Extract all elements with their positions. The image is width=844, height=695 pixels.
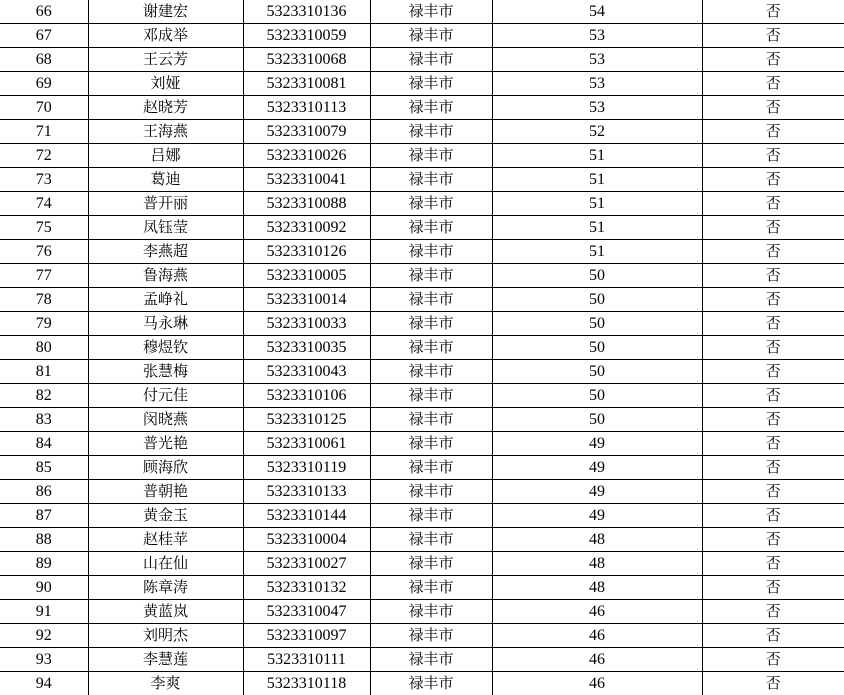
cell-score: 48: [492, 552, 702, 576]
cell-number: 91: [0, 600, 88, 624]
cell-name: 顾海欣: [88, 456, 243, 480]
cell-number: 83: [0, 408, 88, 432]
cell-score: 48: [492, 528, 702, 552]
cell-number: 88: [0, 528, 88, 552]
cell-city: 禄丰市: [370, 216, 492, 240]
table-row: [0, 48, 844, 72]
table-row: [0, 0, 844, 24]
cell-status: 否: [702, 96, 844, 120]
cell-candidate-id: 5323310033: [243, 312, 370, 336]
cell-city: 禄丰市: [370, 312, 492, 336]
cell-name: 陈章涛: [88, 576, 243, 600]
cell-status: 否: [702, 528, 844, 552]
cell-name: 赵桂苹: [88, 528, 243, 552]
cell-candidate-id: 5323310119: [243, 456, 370, 480]
cell-score: 49: [492, 480, 702, 504]
cell-number: 85: [0, 456, 88, 480]
cell-number: 71: [0, 120, 88, 144]
cell-status: 否: [702, 192, 844, 216]
cell-status: 否: [702, 312, 844, 336]
cell-status: 否: [702, 576, 844, 600]
cell-status: 否: [702, 0, 844, 24]
cell-number: 86: [0, 480, 88, 504]
cell-name: 赵晓芳: [88, 96, 243, 120]
cell-score: 51: [492, 192, 702, 216]
cell-score: 51: [492, 144, 702, 168]
table-row: [0, 216, 844, 240]
cell-score: 49: [492, 432, 702, 456]
cell-candidate-id: 5323310041: [243, 168, 370, 192]
table-row: [0, 672, 844, 695]
cell-candidate-id: 5323310132: [243, 576, 370, 600]
cell-number: 67: [0, 24, 88, 48]
table-row: [0, 600, 844, 624]
table-row: [0, 480, 844, 504]
cell-number: 73: [0, 168, 88, 192]
cell-status: 否: [702, 600, 844, 624]
cell-score: 53: [492, 24, 702, 48]
cell-city: 禄丰市: [370, 672, 492, 695]
cell-city: 禄丰市: [370, 648, 492, 672]
cell-city: 禄丰市: [370, 48, 492, 72]
cell-number: 93: [0, 648, 88, 672]
cell-candidate-id: 5323310136: [243, 0, 370, 24]
table-row: [0, 528, 844, 552]
cell-status: 否: [702, 648, 844, 672]
cell-name: 付元佳: [88, 384, 243, 408]
cell-candidate-id: 5323310068: [243, 48, 370, 72]
cell-name: 吕娜: [88, 144, 243, 168]
cell-status: 否: [702, 624, 844, 648]
cell-candidate-id: 5323310118: [243, 672, 370, 695]
cell-status: 否: [702, 480, 844, 504]
cell-status: 否: [702, 144, 844, 168]
table-row: [0, 24, 844, 48]
cell-candidate-id: 5323310079: [243, 120, 370, 144]
cell-candidate-id: 5323310005: [243, 264, 370, 288]
cell-number: 70: [0, 96, 88, 120]
table-row: [0, 240, 844, 264]
cell-city: 禄丰市: [370, 144, 492, 168]
cell-number: 82: [0, 384, 88, 408]
cell-name: 刘娅: [88, 72, 243, 96]
cell-number: 74: [0, 192, 88, 216]
cell-candidate-id: 5323310014: [243, 288, 370, 312]
cell-status: 否: [702, 360, 844, 384]
cell-candidate-id: 5323310004: [243, 528, 370, 552]
cell-score: 50: [492, 408, 702, 432]
cell-city: 禄丰市: [370, 600, 492, 624]
cell-score: 53: [492, 72, 702, 96]
cell-number: 92: [0, 624, 88, 648]
cell-name: 普开丽: [88, 192, 243, 216]
cell-status: 否: [702, 552, 844, 576]
cell-score: 53: [492, 48, 702, 72]
cell-score: 46: [492, 672, 702, 695]
cell-number: 68: [0, 48, 88, 72]
cell-city: 禄丰市: [370, 72, 492, 96]
table-row: [0, 456, 844, 480]
cell-score: 49: [492, 456, 702, 480]
cell-candidate-id: 5323310047: [243, 600, 370, 624]
cell-name: 谢建宏: [88, 0, 243, 24]
cell-city: 禄丰市: [370, 456, 492, 480]
cell-status: 否: [702, 456, 844, 480]
cell-name: 黄蓝岚: [88, 600, 243, 624]
cell-name: 李爽: [88, 672, 243, 695]
table-row: [0, 264, 844, 288]
table-row: [0, 504, 844, 528]
cell-city: 禄丰市: [370, 288, 492, 312]
cell-city: 禄丰市: [370, 336, 492, 360]
cell-status: 否: [702, 432, 844, 456]
cell-number: 94: [0, 672, 88, 695]
cell-name: 凤钰莹: [88, 216, 243, 240]
cell-name: 葛迪: [88, 168, 243, 192]
cell-number: 84: [0, 432, 88, 456]
cell-candidate-id: 5323310097: [243, 624, 370, 648]
cell-candidate-id: 5323310035: [243, 336, 370, 360]
cell-city: 禄丰市: [370, 504, 492, 528]
cell-score: 50: [492, 360, 702, 384]
table-row: [0, 336, 844, 360]
cell-status: 否: [702, 384, 844, 408]
cell-candidate-id: 5323310059: [243, 24, 370, 48]
cell-score: 53: [492, 96, 702, 120]
cell-status: 否: [702, 120, 844, 144]
cell-city: 禄丰市: [370, 432, 492, 456]
cell-score: 50: [492, 288, 702, 312]
cell-number: 69: [0, 72, 88, 96]
cell-city: 禄丰市: [370, 528, 492, 552]
cell-name: 李燕超: [88, 240, 243, 264]
table-row: [0, 288, 844, 312]
cell-candidate-id: 5323310026: [243, 144, 370, 168]
cell-score: 50: [492, 384, 702, 408]
table-row: [0, 408, 844, 432]
cell-city: 禄丰市: [370, 480, 492, 504]
cell-candidate-id: 5323310113: [243, 96, 370, 120]
table-row: [0, 144, 844, 168]
cell-score: 50: [492, 312, 702, 336]
cell-name: 孟峥礼: [88, 288, 243, 312]
cell-name: 李慧莲: [88, 648, 243, 672]
cell-status: 否: [702, 288, 844, 312]
cell-name: 山在仙: [88, 552, 243, 576]
cell-city: 禄丰市: [370, 384, 492, 408]
cell-number: 81: [0, 360, 88, 384]
cell-candidate-id: 5323310133: [243, 480, 370, 504]
cell-candidate-id: 5323310126: [243, 240, 370, 264]
cell-candidate-id: 5323310125: [243, 408, 370, 432]
cell-number: 89: [0, 552, 88, 576]
cell-number: 90: [0, 576, 88, 600]
cell-name: 王云芳: [88, 48, 243, 72]
table-row: [0, 72, 844, 96]
cell-score: 51: [492, 168, 702, 192]
cell-candidate-id: 5323310111: [243, 648, 370, 672]
cell-candidate-id: 5323310144: [243, 504, 370, 528]
cell-name: 马永琳: [88, 312, 243, 336]
cell-city: 禄丰市: [370, 408, 492, 432]
table-row: [0, 576, 844, 600]
table-row: [0, 96, 844, 120]
cell-city: 禄丰市: [370, 264, 492, 288]
cell-city: 禄丰市: [370, 552, 492, 576]
cell-status: 否: [702, 216, 844, 240]
cell-number: 75: [0, 216, 88, 240]
cell-status: 否: [702, 72, 844, 96]
cell-status: 否: [702, 24, 844, 48]
cell-score: 54: [492, 0, 702, 24]
cell-number: 77: [0, 264, 88, 288]
cell-city: 禄丰市: [370, 120, 492, 144]
table-row: [0, 552, 844, 576]
cell-score: 48: [492, 576, 702, 600]
cell-status: 否: [702, 48, 844, 72]
cell-city: 禄丰市: [370, 24, 492, 48]
cell-city: 禄丰市: [370, 360, 492, 384]
cell-city: 禄丰市: [370, 0, 492, 24]
cell-status: 否: [702, 672, 844, 695]
cell-number: 76: [0, 240, 88, 264]
cell-number: 87: [0, 504, 88, 528]
cell-number: 66: [0, 0, 88, 24]
cell-status: 否: [702, 504, 844, 528]
cell-candidate-id: 5323310027: [243, 552, 370, 576]
table-row: [0, 384, 844, 408]
cell-name: 张慧梅: [88, 360, 243, 384]
cell-status: 否: [702, 264, 844, 288]
cell-score: 46: [492, 600, 702, 624]
cell-score: 51: [492, 216, 702, 240]
cell-score: 46: [492, 624, 702, 648]
cell-name: 黄金玉: [88, 504, 243, 528]
cell-score: 46: [492, 648, 702, 672]
cell-candidate-id: 5323310088: [243, 192, 370, 216]
cell-status: 否: [702, 408, 844, 432]
cell-candidate-id: 5323310061: [243, 432, 370, 456]
cell-score: 50: [492, 264, 702, 288]
cell-name: 普光艳: [88, 432, 243, 456]
cell-city: 禄丰市: [370, 240, 492, 264]
cell-city: 禄丰市: [370, 168, 492, 192]
cell-city: 禄丰市: [370, 624, 492, 648]
cell-score: 49: [492, 504, 702, 528]
table-row: [0, 120, 844, 144]
cell-name: 刘明杰: [88, 624, 243, 648]
cell-city: 禄丰市: [370, 576, 492, 600]
cell-candidate-id: 5323310092: [243, 216, 370, 240]
table-row: [0, 192, 844, 216]
table-row: [0, 168, 844, 192]
table-row: [0, 624, 844, 648]
cell-score: 51: [492, 240, 702, 264]
cell-name: 普朝艳: [88, 480, 243, 504]
cell-candidate-id: 5323310106: [243, 384, 370, 408]
cell-number: 78: [0, 288, 88, 312]
cell-score: 50: [492, 336, 702, 360]
cell-name: 闵晓燕: [88, 408, 243, 432]
table-row: [0, 312, 844, 336]
cell-name: 鲁海燕: [88, 264, 243, 288]
cell-status: 否: [702, 240, 844, 264]
cell-name: 穆煜钦: [88, 336, 243, 360]
table-row: [0, 360, 844, 384]
table-row: [0, 432, 844, 456]
cell-score: 52: [492, 120, 702, 144]
cell-city: 禄丰市: [370, 192, 492, 216]
cell-status: 否: [702, 336, 844, 360]
cell-name: 邓成举: [88, 24, 243, 48]
cell-city: 禄丰市: [370, 96, 492, 120]
table-row: [0, 648, 844, 672]
cell-number: 72: [0, 144, 88, 168]
cell-candidate-id: 5323310081: [243, 72, 370, 96]
cell-status: 否: [702, 168, 844, 192]
cell-candidate-id: 5323310043: [243, 360, 370, 384]
cell-number: 79: [0, 312, 88, 336]
cell-number: 80: [0, 336, 88, 360]
cell-name: 王海燕: [88, 120, 243, 144]
